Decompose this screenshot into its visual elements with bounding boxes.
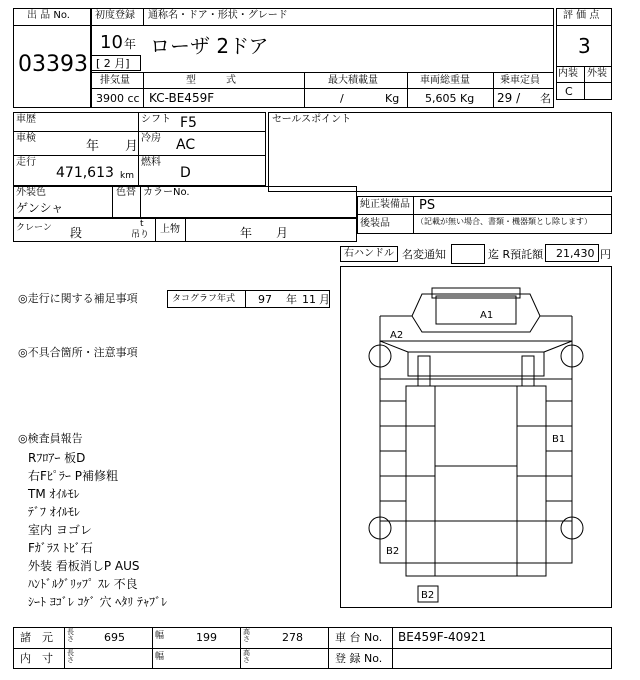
width-label: 幅 <box>155 631 165 641</box>
mark-b2-box: B2 <box>421 590 435 601</box>
mark-b2: B2 <box>386 546 400 557</box>
inner-height-label: 高さ <box>243 649 250 664</box>
inspector-line: Rﾌﾛｱｰ 板D <box>28 451 86 465</box>
mileage-unit: km <box>120 171 134 181</box>
ext-color-label: 外装色 <box>16 187 46 198</box>
color-code-label: カラーNo. <box>143 187 190 198</box>
inspector-line: 室内 ヨゴレ <box>28 523 92 537</box>
mark-b1: B1 <box>552 434 566 445</box>
mark-a2: A2 <box>390 330 404 341</box>
inspector-line: 右Fﾋﾟﾗｰ P補修粗 <box>28 469 118 483</box>
max-load-value: / <box>340 92 344 105</box>
type-label: 型 式 <box>186 75 236 86</box>
displacement-value: 3900 cc <box>96 92 140 105</box>
name-change-label: 名変通知 <box>402 248 446 261</box>
tachograph-year-unit: 年 <box>286 293 297 306</box>
tachograph-month: 11 <box>302 293 316 306</box>
grade-label: 評 価 点 <box>563 10 600 21</box>
equipment-value: PS <box>419 198 436 213</box>
capacity-value: 29 / <box>497 91 521 105</box>
ac-value: AC <box>176 137 196 153</box>
inspector-line: TM ｵｲﾙﾓﾚ <box>28 487 80 501</box>
recycle-amount: 21,430 <box>556 247 595 260</box>
gross-weight-value: 5,605 Kg <box>425 92 475 105</box>
ext-color-value: ゲンシャ <box>16 201 64 215</box>
inspector-title: ◎検査員報告 <box>18 432 83 445</box>
shift-label: シフト <box>141 114 171 125</box>
fuel-value: D <box>180 165 191 181</box>
tachograph-year: 97 <box>258 293 272 306</box>
ac-label: 冷房 <box>141 133 161 144</box>
rhd-label: 右ハンドル <box>344 248 394 259</box>
sales-point-label: セールスポイント <box>272 114 352 125</box>
max-load-label: 最大積載量 <box>328 75 378 86</box>
inner-length-label: 長さ <box>67 649 74 664</box>
defects-title: ◎不具合箇所・注意事項 <box>18 346 138 359</box>
aftermarket-note: （記載が無い場合、書類・機器類とし除します） <box>416 217 592 226</box>
tachograph-month-unit: 月 <box>319 293 330 306</box>
inspection-value: 年 月 <box>86 139 139 154</box>
capacity-label: 乗車定員 <box>500 75 540 86</box>
recycle-label: 迄 R預託額 <box>488 248 544 261</box>
capacity-unit: 名 <box>540 92 551 105</box>
model-value: KC-BE459F <box>149 91 215 105</box>
reg-year: 10 <box>100 32 123 53</box>
shift-value: F5 <box>180 115 197 131</box>
interior-grade-label: 内装 <box>558 68 578 79</box>
crane-ton: t <box>140 219 144 229</box>
mileage-label: 走行 <box>16 157 36 168</box>
crane-label: クレーン <box>16 223 52 233</box>
registration-label: 登 録 No. <box>335 652 383 665</box>
crane-lift: 吊り <box>131 230 150 240</box>
driving-notes-title: ◎走行に関する補足事項 <box>18 292 138 305</box>
height-label: 高さ <box>243 628 250 643</box>
inner-dims-label: 内 寸 <box>20 652 53 665</box>
tachograph-label: タコグラフ年式 <box>172 294 236 304</box>
dims-label: 諸 元 <box>20 631 53 644</box>
mileage-value: 471,613 <box>56 165 114 181</box>
interior-grade: C <box>565 85 573 98</box>
upper-body-label: 上物 <box>160 224 180 235</box>
width-value: 199 <box>196 631 217 644</box>
history-label: 車歴 <box>16 114 36 125</box>
length-value: 695 <box>104 631 125 644</box>
car-name: ローザ 2ドア <box>150 34 269 58</box>
recycle-unit: 円 <box>600 248 611 261</box>
chassis-label: 車 台 No. <box>335 631 383 644</box>
crane-steps: 段 <box>70 226 83 240</box>
inspector-line: Fｶﾞﾗｽ ﾄﾋﾞ石 <box>28 541 93 555</box>
aftermarket-label: 後装品 <box>360 218 390 229</box>
inspector-report <box>28 449 167 611</box>
inspector-line: 外装 看板消しP AUS <box>28 559 140 573</box>
name-change-box <box>451 244 485 264</box>
vehicle-diagram <box>340 266 612 608</box>
inspector-line: ｼｰﾄ ﾖｺﾞﾚ ｺｹﾞ 穴 ﾍﾀﾘ ﾃｬﾌﾞﾚ <box>28 595 168 609</box>
inspector-line: ﾃﾞﾌ ｵｲﾙﾓﾚ <box>28 505 80 519</box>
gross-weight-label: 車両総重量 <box>420 75 470 86</box>
reg-month: [ 2 月] <box>96 57 130 70</box>
name-label: 通称名・ドア・形状・グレード <box>148 10 288 21</box>
exterior-grade-label: 外装 <box>587 68 607 79</box>
equipment-label: 純正装備品 <box>360 199 410 210</box>
displacement-label: 排気量 <box>100 75 130 86</box>
inspector-line: ﾊﾝﾄﾞﾙｸﾞﾘｯﾌﾟ ｽﾚ 不良 <box>28 577 138 591</box>
max-load-unit: Kg <box>385 92 400 105</box>
inner-width-label: 幅 <box>155 652 165 662</box>
lot-number: 03393 <box>18 52 88 77</box>
reg-label: 初度登録 <box>95 10 135 21</box>
mark-a1: A1 <box>480 310 494 321</box>
height-value: 278 <box>282 631 303 644</box>
upper-body-date: 年 月 <box>240 226 289 240</box>
color-no-label: 色替 <box>116 187 136 198</box>
spec-box <box>13 112 266 186</box>
chassis-number: BE459F-40921 <box>398 630 487 644</box>
reg-year-unit: 年 <box>124 37 137 51</box>
length-label: 長さ <box>67 628 74 643</box>
lot-label: 出 品 No. <box>27 10 70 21</box>
grade-score: 3 <box>578 34 591 58</box>
inspection-label: 車検 <box>16 133 36 144</box>
fuel-label: 燃料 <box>141 157 161 168</box>
